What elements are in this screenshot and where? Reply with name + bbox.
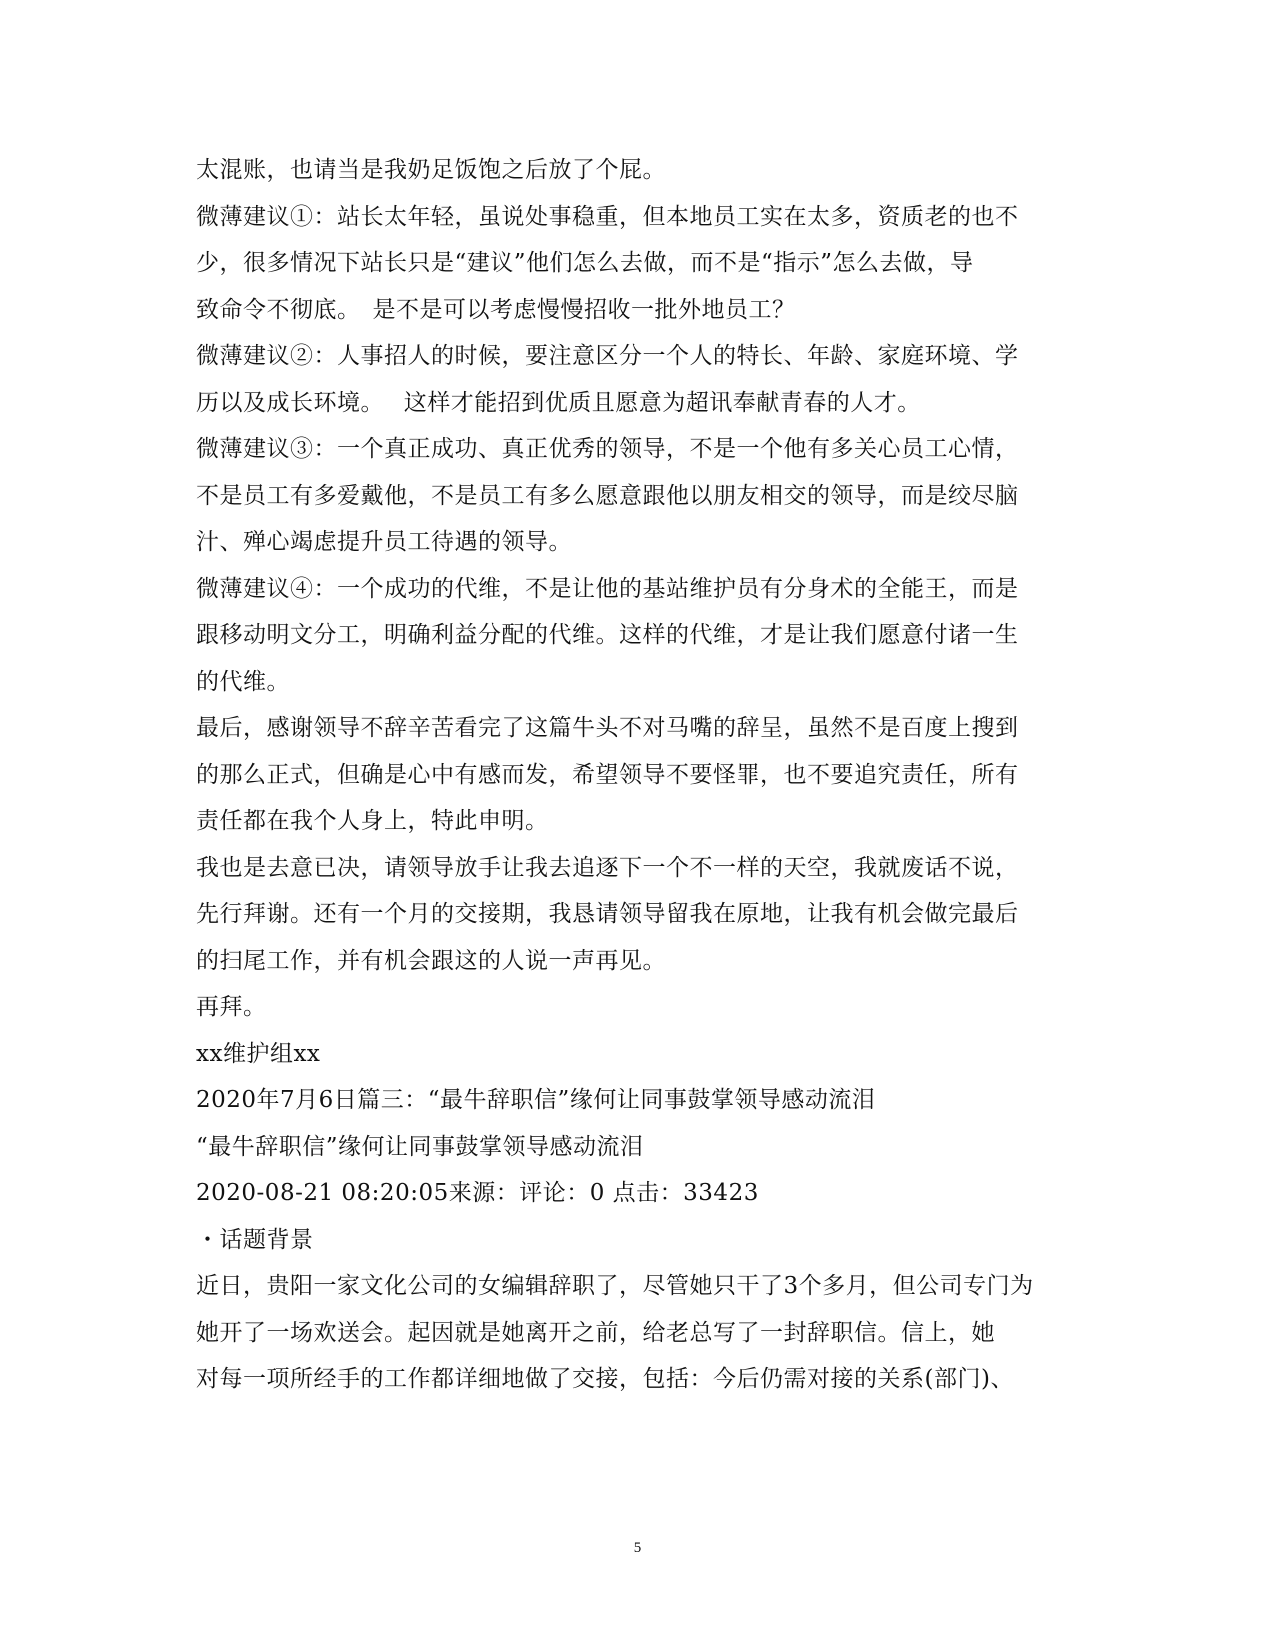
text-line: 微薄建议①：站长太年轻，虽说处事稳重，但本地员工实在太多，资质老的也不 (196, 204, 1019, 230)
text-line: 先行拜谢。还有一个月的交接期，我恳请领导留我在原地，让我有机会做完最后 (196, 901, 1019, 927)
text-line: 微薄建议③：一个真正成功、真正优秀的领导，不是一个他有多关心员工心情， (196, 436, 1019, 462)
text-line: 2020年7月6日篇三：“最牛辞职信”缘何让同事鼓掌领导感动流泪 (196, 1087, 876, 1113)
text-line: xx维护组xx (196, 1041, 321, 1067)
text-line: 的扫尾工作，并有机会跟这的人说一声再见。 (196, 948, 666, 974)
text-line: 我也是去意已决，请领导放手让我去追逐下一个不一样的天空，我就废话不说， (196, 855, 1019, 881)
text-line: “最牛辞职信”缘何让同事鼓掌领导感动流泪 (196, 1134, 644, 1160)
text-line: 历以及成长环境。 这样才能招到优质且愿意为超讯奉献青春的人才。 (196, 390, 921, 416)
text-line: 汁、殚心竭虑提升员工待遇的领导。 (196, 529, 572, 555)
text-line: 责任都在我个人身上，特此申明。 (196, 808, 549, 834)
text-line: 不是员工有多爱戴他，不是员工有多么愿意跟他以朋友相交的领导，而是绞尽脑 (196, 483, 1019, 509)
text-line: 她开了一场欢送会。起因就是她离开之前，给老总写了一封辞职信。信上，她 (196, 1320, 995, 1346)
text-line: 太混账，也请当是我奶足饭饱之后放了个屁。 (196, 157, 666, 183)
text-line: 近日，贵阳一家文化公司的女编辑辞职了，尽管她只干了3个多月，但公司专门为 (196, 1273, 1034, 1299)
text-line: 的那么正式，但确是心中有感而发，希望领导不要怪罪，也不要追究责任，所有 (196, 762, 1019, 788)
text-line: 致命令不彻底。 是不是可以考虑慢慢招收一批外地员工？ (196, 297, 796, 323)
text-line: 微薄建议②：人事招人的时候，要注意区分一个人的特长、年龄、家庭环境、学 (196, 343, 1019, 369)
text-line: 少，很多情况下站长只是“建议”他们怎么去做，而不是“指示”怎么去做，导 (196, 250, 974, 276)
text-line: 2020-08-21 08:20:05来源：评论：0 点击：33423 (196, 1180, 759, 1206)
page-number: 5 (633, 1540, 642, 1556)
text-line: 再拜。 (196, 994, 267, 1020)
text-line: ・话题背景 (196, 1227, 314, 1253)
text-line: 跟移动明文分工，明确利益分配的代维。这样的代维，才是让我们愿意付诸一生 (196, 622, 1019, 648)
text-line: 最后，感谢领导不辞辛苦看完了这篇牛头不对马嘴的辞呈，虽然不是百度上搜到 (196, 715, 1019, 741)
text-line: 的代维。 (196, 669, 290, 695)
text-line: 微薄建议④：一个成功的代维，不是让他的基站维护员有分身术的全能王，而是 (196, 576, 1019, 602)
text-line: 对每一项所经手的工作都详细地做了交接，包括：今后仍需对接的关系(部门)、 (196, 1366, 1014, 1392)
